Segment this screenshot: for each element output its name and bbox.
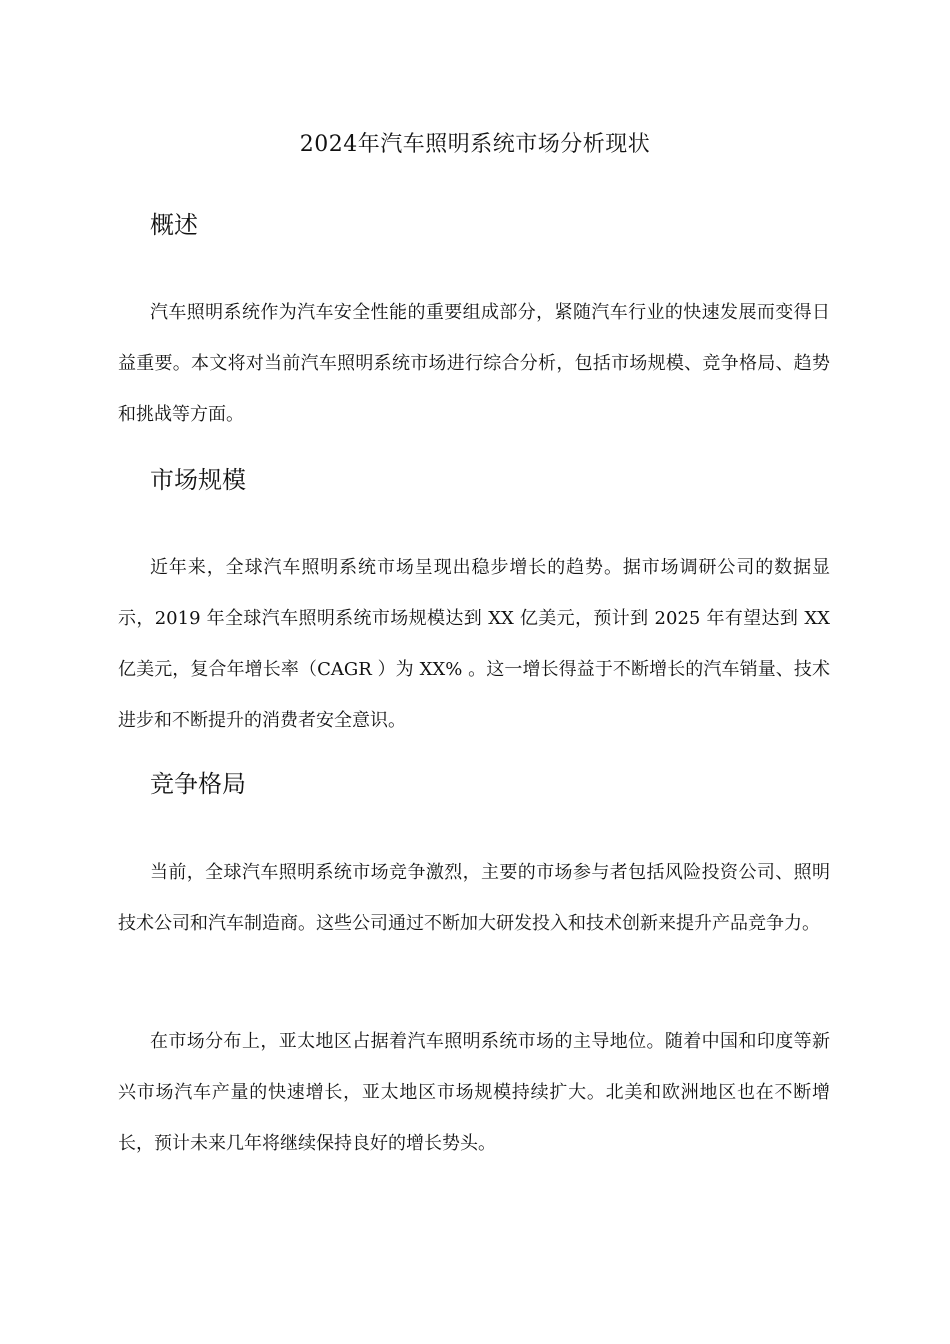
document-title: 2024年汽车照明系统市场分析现状 <box>299 132 651 157</box>
competition-paragraph-1: 当前，全球汽车照明系统市场竞争激烈，主要的市场参与者包括风险投资公司、照明技术公司和汽车制造商。这些公司通过不断加大研发投入和技术创新来提升产品竞争力。 <box>118 862 830 934</box>
competition-paragraph-2: 在市场分布上，亚太地区占据着汽车照明系统市场的主导地位。随着中国和印度等新兴市场汽车产量的快速增长，亚太地区市场规模持续扩大。北美和欧洲地区也在不断增长，预计未来几年将继续保持良好的增长势头。 <box>118 1031 830 1154</box>
section-heading-overview: 概述 <box>150 211 198 239</box>
section-heading-competition: 竞争格局 <box>150 770 246 798</box>
market-size-paragraph: 近年来，全球汽车照明系统市场呈现出稳步增长的趋势。据市场调研公司的数据显示，2019 年全球汽车照明系统市场规模达到 XX 亿美元，预计到 2025 年有望达到 XX 亿美元，复合年增长率（CAGR ）为 XX% 。这一增长得益于不断增长的汽车销量、技术进步和不断提升的消费者安全意识。 <box>118 557 830 731</box>
section-heading-market-size: 市场规模 <box>150 466 246 494</box>
overview-paragraph: 汽车照明系统作为汽车安全性能的重要组成部分，紧随汽车行业的快速发展而变得日益重要。本文将对当前汽车照明系统市场进行综合分析，包括市场规模、竞争格局、趋势和挑战等方面。 <box>118 302 830 425</box>
